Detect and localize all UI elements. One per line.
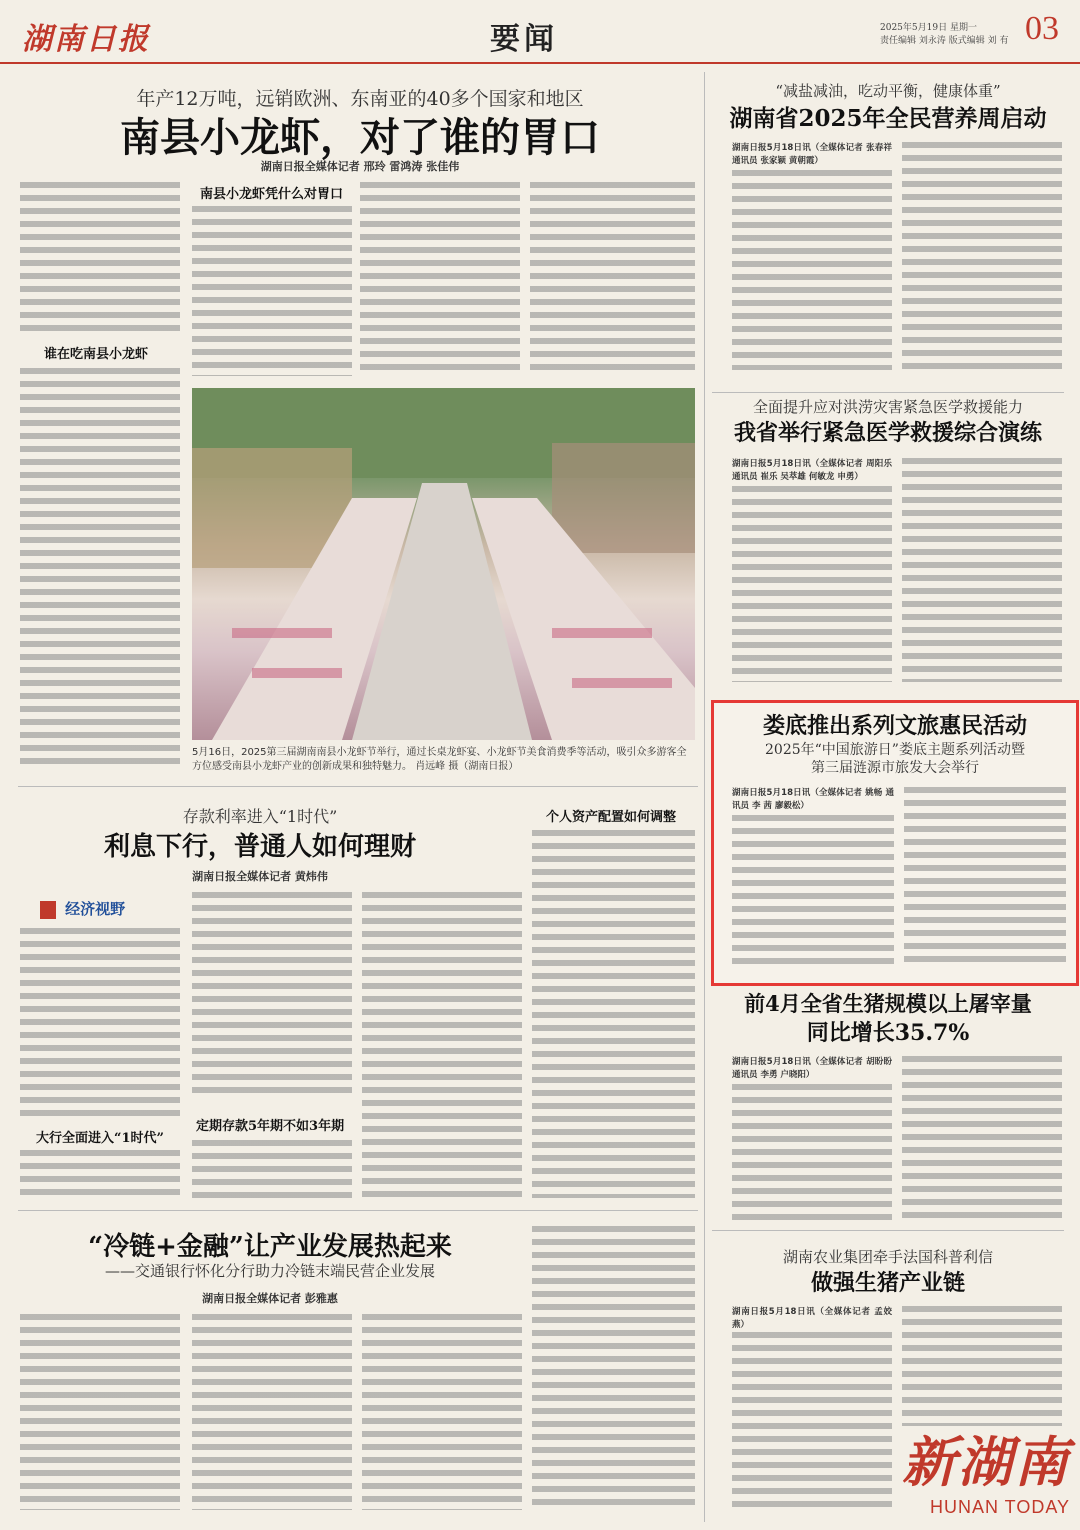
article-headline: 南县小龙虾，对了谁的胃口 xyxy=(120,114,600,161)
article-byline: 湖南日报5月18日讯（全媒体记者 张春祥 通讯员 张家颖 黄朝霞） xyxy=(732,143,892,166)
article-body xyxy=(20,182,180,332)
section-divider xyxy=(18,1210,698,1211)
article-body xyxy=(532,830,695,1198)
article-body xyxy=(732,170,892,370)
article-body xyxy=(192,1140,352,1198)
watermark-subtitle: HUNAN TODAY xyxy=(929,1497,1070,1517)
page-number: 03 xyxy=(1025,10,1059,47)
subheading: 南县小龙虾凭什么对胃口 xyxy=(200,187,344,202)
article-body xyxy=(192,892,352,1098)
article-headline: 利息下行，普通人如何理财 xyxy=(103,832,416,862)
section-divider xyxy=(18,786,698,787)
article-body xyxy=(902,1056,1062,1220)
article-byline: 湖南日报5月18日讯（全媒体记者 孟姣燕） xyxy=(732,1307,892,1330)
photo-caption xyxy=(192,746,695,774)
article-body xyxy=(732,1084,892,1220)
article-body xyxy=(20,1150,180,1198)
article-headline: “冷链+金融”让产业发展热起来 xyxy=(88,1232,452,1262)
article-subtitle: 第三届涟源市旅发大会举行 xyxy=(811,760,979,776)
article-loudi-highlighted xyxy=(711,700,1079,986)
banquet-photo-illustration xyxy=(192,388,695,740)
article-kicker: 年产12万吨，远销欧洲、东南亚的40多个国家和地区 xyxy=(136,88,584,110)
badge-icon xyxy=(40,901,56,919)
article-body xyxy=(530,182,695,376)
section-divider xyxy=(712,1230,1064,1231)
article-byline: 湖南日报全媒体记者 黄炜伟 xyxy=(192,870,328,883)
article-kicker: 全面提升应对洪涝灾害紧急医学救援能力 xyxy=(752,398,1023,416)
masthead xyxy=(0,0,1080,64)
masthead-meta xyxy=(880,22,1020,48)
article-headline: 我省举行紧急医学救援综合演练 xyxy=(733,420,1042,446)
section-divider xyxy=(712,392,1064,393)
article-body xyxy=(20,368,180,768)
article-kicker: 湖南农业集团牵手法国科普利信 xyxy=(782,1248,993,1266)
article-subtitle: 2025年“中国旅游日”娄底主题系列活动暨 xyxy=(765,742,1025,758)
section-title: 要闻 xyxy=(490,22,558,57)
subheading: 定期存款5年期不如3年期 xyxy=(196,1119,345,1134)
article-body xyxy=(362,892,522,1198)
subheading: 大行全面进入“1时代” xyxy=(36,1131,165,1146)
article-subtitle: ——交通银行怀化分行助力冷链末端民营企业发展 xyxy=(104,1262,435,1280)
app-watermark xyxy=(880,1420,1070,1520)
watermark-logo: 新湖南 xyxy=(902,1430,1070,1494)
article-body xyxy=(20,928,180,1118)
article-byline: 湖南日报全媒体记者 彭雅惠 xyxy=(202,1292,338,1305)
article-body xyxy=(902,1306,1062,1426)
subheading: 个人资产配置如何调整 xyxy=(546,810,677,825)
newspaper-logo: 湖南日报 xyxy=(22,22,150,57)
article-byline: 湖南日报5月18日讯（全媒体记者 姚畅 通讯员 李 茜 廖毅松） xyxy=(732,788,894,811)
article-headline: 前4月全省生猪规模以上屠宰量 xyxy=(744,991,1032,1016)
editor-credits: 责任编辑 刘永涛 版式编辑 刘 有 xyxy=(880,36,1009,46)
article-headline: 湖南省2025年全民营养周启动 xyxy=(729,105,1047,132)
article-body xyxy=(532,1226,695,1510)
article-body xyxy=(902,458,1062,682)
photo-credit: 肖远峰 摄（湖南日报） xyxy=(415,761,519,772)
article-byline: 湖南日报5月18日讯（全媒体记者 胡盼盼 通讯员 李勇 户晓阳） xyxy=(732,1057,892,1080)
article-byline: 湖南日报5月18日讯（全媒体记者 周阳乐 通讯员 崔乐 吴萃雄 何敏龙 申勇） xyxy=(732,459,892,482)
column-divider xyxy=(704,72,705,1522)
article-photo xyxy=(192,388,695,740)
article-kicker: 存款利率进入“1时代” xyxy=(182,807,338,826)
article-headline: 做强生猪产业链 xyxy=(810,1270,965,1296)
article-byline: 湖南日报全媒体记者 邢玲 雷鸿涛 张佳伟 xyxy=(260,160,460,173)
article-body xyxy=(192,206,352,376)
issue-date: 2025年5月19日 星期一 xyxy=(880,23,977,33)
article-headline: 娄底推出系列文旅惠民活动 xyxy=(762,713,1027,739)
article-body xyxy=(362,1314,522,1510)
article-body xyxy=(20,1314,180,1510)
article-headline: 同比增长35.7% xyxy=(806,1020,970,1046)
badge-label: 经济视野 xyxy=(65,900,126,918)
article-body xyxy=(732,486,892,682)
article-kicker: “减盐减油，吃动平衡，健康体重” xyxy=(775,82,1001,100)
subheading: 谁在吃南县小龙虾 xyxy=(44,347,149,362)
article-body xyxy=(732,1332,892,1512)
article-body xyxy=(904,787,1066,969)
column-badge xyxy=(40,898,125,919)
article-body xyxy=(902,142,1062,370)
article-body xyxy=(360,182,520,376)
caption-text: 5月16日，2025第三届湖南南县小龙虾节举行，通过长桌龙虾宴、小龙虾节美食消费季等活动，吸引众多游客全方位感受南县小龙虾产业的创新成果和独特魅力。 xyxy=(192,747,687,772)
article-body xyxy=(732,815,894,969)
article-body xyxy=(192,1314,352,1510)
